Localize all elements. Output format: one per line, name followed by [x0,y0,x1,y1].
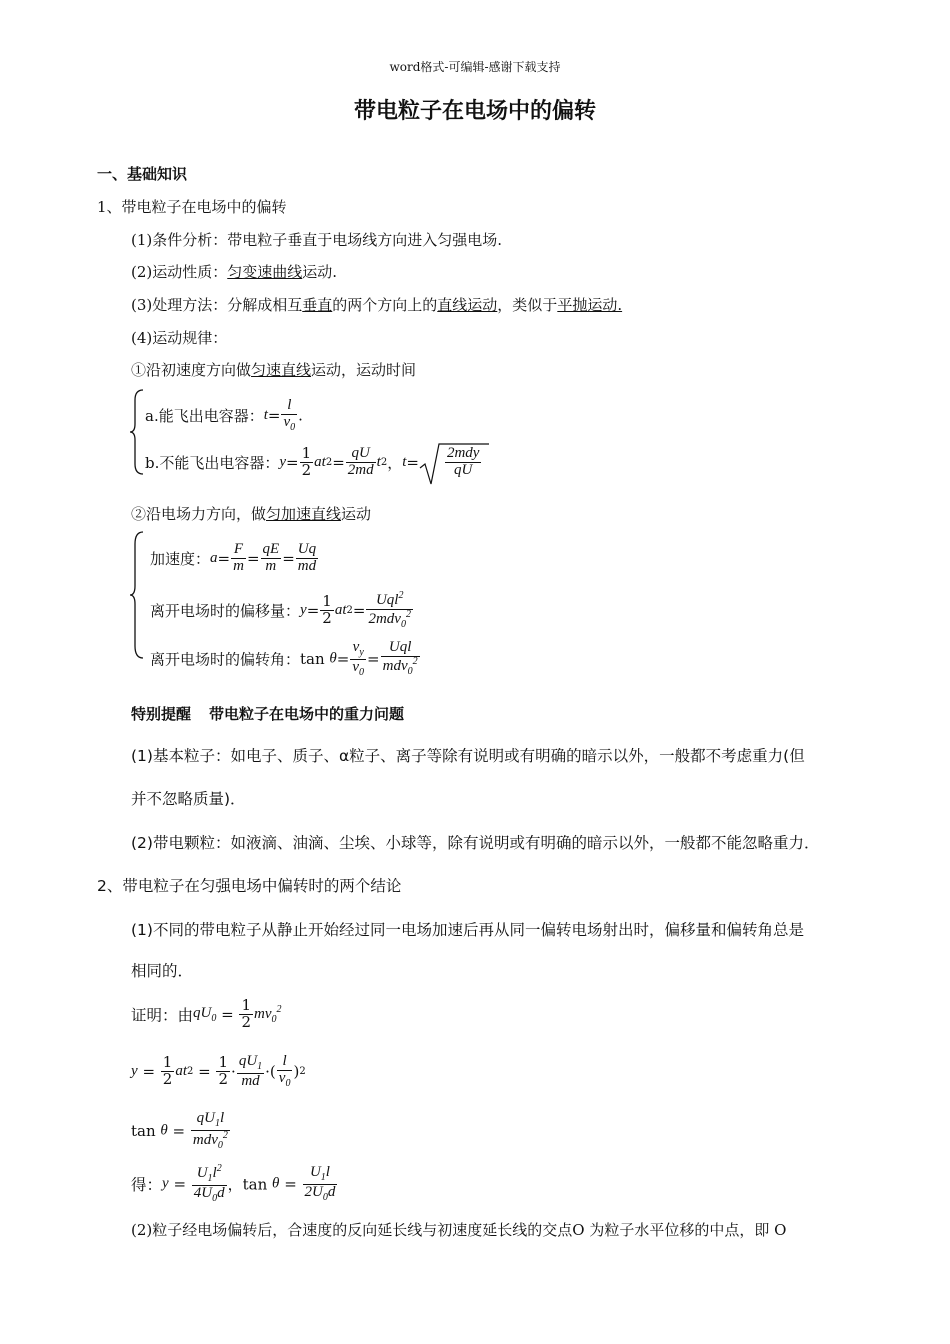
case-b-cannot-exit: b.不能飞出电容器：y= $\frac{1}{2}$ at2= $\frac{qU}{2md}$ t2，t= $\frac{\text{2mdy}}{qU}$ [145,446,482,479]
paragraph-method: (3)处理方法：分解成相互垂直的两个方向上的直线运动，类似于平抛运动. [131,296,623,314]
paragraph-condition: (1)条件分析：带电粒子垂直于电场线方向进入匀强电场. [131,231,503,249]
proof-line-2: y = $\frac{1}{2}$ at2 = $\frac{1}{2}$ · $\frac{qU_1}{md}$ ·( $\frac{l}{v_0}$ )2 [131,1053,306,1089]
angle-formula: 离开电场时的偏转角：tan θ= $\frac{v_y}{v_0}$ = $\frac{\text{Uql}}{mdv_0^2}$ [150,639,418,678]
offset-formula: 离开电场时的偏移量：y= $\frac{1}{2}$ at2= $\frac{Uql^2}{2mdv_0^2}$ [150,590,411,630]
tip-basic-particles: (1)基本粒子：如电子、质子、α粒子、离子等除有说明或有明确的暗示以外，一般都不考虑重力(但 [131,747,805,765]
brace-time-cases [129,388,145,476]
conclusion-2: (2)粒子经电场偏转后，合速度的反向延长线与初速度延长线的交点O 为粒子水平位移的中点，即 O [131,1221,787,1239]
rule-initial-direction: ①沿初速度方向做匀速直线运动，运动时间 [131,361,417,379]
tip-basic-particles-cont: 并不忽略质量)． [131,790,246,808]
brace-field-direction [129,530,145,660]
case-a-can-exit: a.能飞出电容器：t= $\frac{l}{v_0}$ . [145,397,303,433]
proof-line-1: 证明：由$qU_0$ = $\frac{1}{2}$ $mv_0^2$ [131,996,282,1031]
proof-line-3: tan θ = $\frac{qU_1l}{mdv_0^2}$ [131,1110,228,1151]
proof-result: 得：y = $\frac{U_1l^2}{4U_0d}$ ，tan θ = $\frac{U_1l}{2U_0d}$ [131,1163,336,1204]
subsection-heading-2: 2、带电粒子在匀强电场中偏转时的两个结论 [97,877,402,895]
section-heading-basics: 一、基础知识 [97,165,188,183]
tip-charged-particles: (2)带电颗粒：如液滴、油滴、尘埃、小球等，除有说明或有明确的暗示以外，一般都不能忽略重力． [131,834,820,852]
conclusion-1: (1)不同的带电粒子从静止开始经过同一电场加速后再从同一偏转电场射出时，偏移量和偏转角总是 [131,921,804,939]
subsection-heading-1: 1、带电粒子在电场中的偏转 [97,198,287,216]
page-title: 带电粒子在电场中的偏转 [353,99,596,124]
rule-field-direction: ②沿电场力方向，做匀加速直线运动 [131,505,372,523]
special-tip-heading: 特别提醒 带电粒子在电场中的重力问题 [131,705,405,723]
sqrt-sign [419,442,489,488]
conclusion-1-cont: 相同的． [131,962,194,980]
paragraph-rules: (4)运动规律： [131,329,228,347]
paragraph-motion-nature: (2)运动性质：匀变速曲线运动. [131,263,338,281]
acceleration-formula: 加速度：a= $\frac{F}{m}$ = $\frac{qE}{m}$ = $\frac{Uq}{md}$ [150,541,317,574]
page-header: word格式-可编辑-感谢下载支持 [389,60,561,74]
